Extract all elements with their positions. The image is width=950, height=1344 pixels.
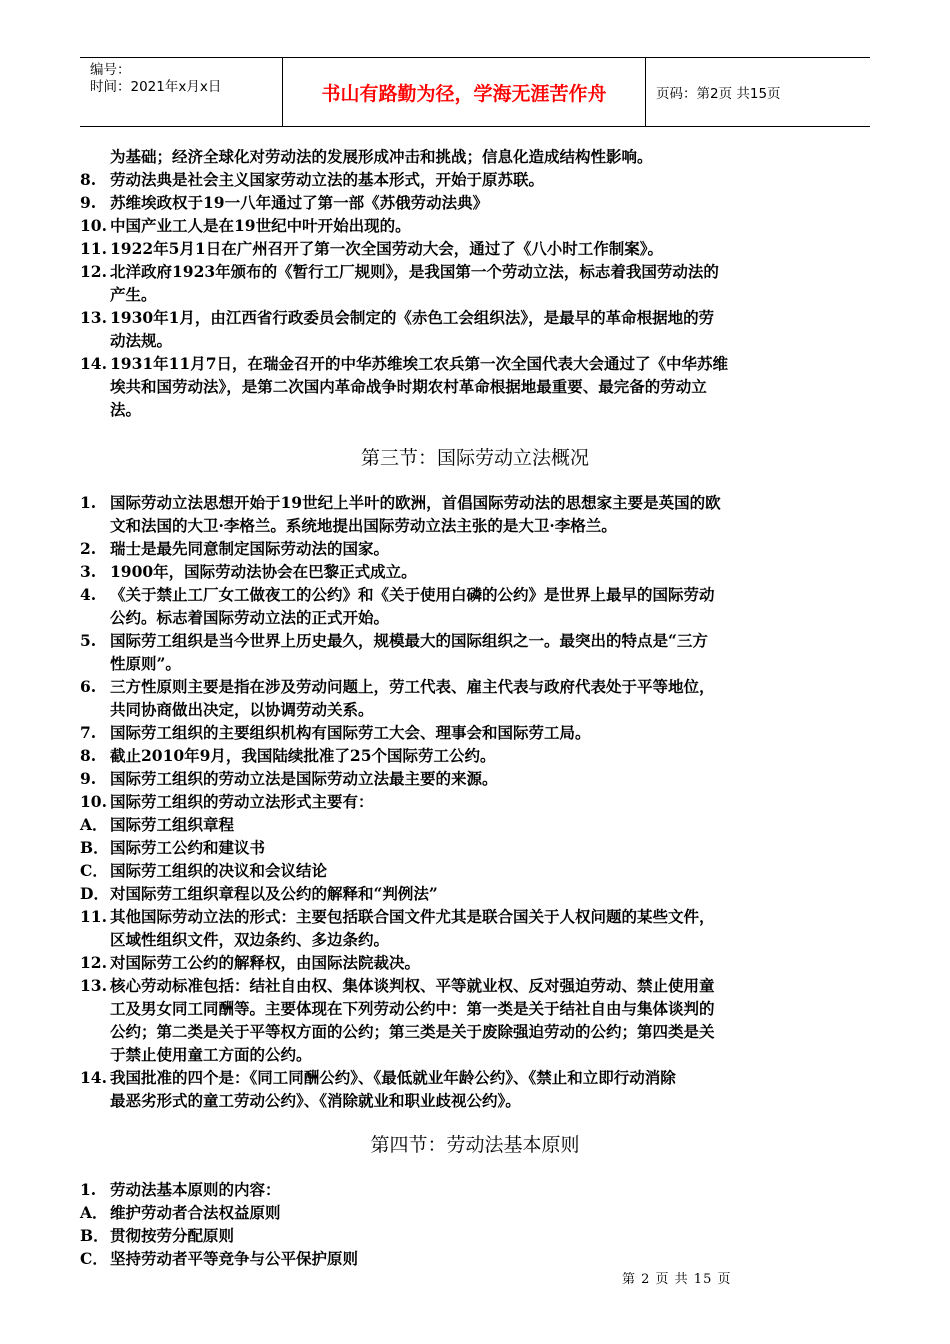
item-text: 法。 [110,400,142,419]
section3-list [80,491,870,1112]
list-item-line [80,606,870,629]
list-item-line [80,1089,870,1112]
item-text: 国际劳工组织的劳动立法形式主要有： [110,792,374,811]
list-item-line [80,237,870,260]
section4-list [80,1178,870,1270]
list-item-line [80,951,870,974]
list-item-line [80,1201,870,1224]
item-number: 3. [80,562,97,581]
list-item-line [80,375,870,398]
section4-title: 第四节：劳动法基本原则 [370,1134,580,1156]
list-item-line [80,698,870,721]
item-text: 国际劳工组织的决议和会议结论 [110,861,328,880]
item-text: 动法规。 [110,331,173,350]
list-item-line [80,191,870,214]
list-item-line [80,859,870,882]
item-text: 国际劳动立法思想开始于19世纪上半叶的欧洲，首倡国际劳动法的思想家主要是英国的欧 [110,493,721,512]
list-item-line [80,1020,870,1043]
list-item-line [80,329,870,352]
item-text: 对国际劳工组织章程以及公约的解释和“判例法” [110,884,438,903]
item-text: 共同协商做出决定，以协调劳动关系。 [110,700,374,719]
item-number: 5. [80,631,97,650]
list-item-line [80,1224,870,1247]
item-text: 1922年5月1日在广州召开了第一次全国劳动大会，通过了《八小时工作制案》。 [110,239,663,258]
item-number: 12. [80,262,107,281]
list-item-line [80,813,870,836]
item-text: 国际劳工组织的劳动立法是国际劳动立法最主要的来源。 [110,769,498,788]
number-label: 编号： [90,62,131,78]
item-number: A． [80,1203,108,1222]
list-item-line [80,629,870,652]
list-item-line [80,836,870,859]
item-number: 12. [80,953,107,972]
page-footer: 第 2 页 共 15 页 [622,1272,732,1287]
item-number: 6. [80,677,97,696]
list-item-line [80,537,870,560]
list-item-line [80,283,870,306]
item-number: C． [80,1249,108,1268]
list-item-line [80,928,870,951]
list-item-line [80,905,870,928]
item-text: 工及男女同工同酬等。主要体现在下列劳动公约中：第一类是关于结社自由与集体谈判的 [110,999,715,1018]
item-text: 公约；第二类是关于平等权方面的公约；第三类是关于废除强迫劳动的公约；第四类是关 [110,1022,715,1041]
item-text: 区域性组织文件，双边条约、多边条约。 [110,930,390,949]
item-number: 11. [80,907,107,926]
list-item-line [80,583,870,606]
time-label: 时间：2021年x月x日 [90,79,222,95]
item-number: 1. [80,493,97,512]
item-text: 瑞士是最先同意制定国际劳动法的国家。 [110,539,390,558]
item-text: 北洋政府1923年颁布的《暂行工厂规则》，是我国第一个劳动立法，标志着我国劳动法的 [110,262,719,281]
header-meta [80,58,282,126]
list-item-line [80,744,870,767]
item-number: C． [80,861,108,880]
item-number: 2. [80,539,97,558]
list-item-line [80,652,870,675]
item-text: 埃共和国劳动法》，是第二次国内革命战争时期农村革命根据地最重要、最完备的劳动立 [110,377,707,396]
item-number: 8. [80,170,97,189]
list-item-line [80,767,870,790]
list-item-line [80,882,870,905]
item-number: B． [80,838,109,857]
item-text: 《关于禁止工厂女工做夜工的公约》和《关于使用白磷的公约》是世界上最早的国际劳动 [110,585,715,604]
list-item-line [80,1066,870,1089]
continued-line: 为基础；经济全球化对劳动法的发展形成冲击和挑战；信息化造成结构性影响。 [110,147,653,166]
item-text: 文和法国的大卫·李格兰。系统地提出国际劳动立法主张的是大卫·李格兰。 [110,516,617,535]
header-page-info: 页码：第2页 共15页 [656,86,781,102]
item-text: 对国际劳工公约的解释权，由国际法院裁决。 [110,953,421,972]
document-body [80,145,870,1270]
item-number: 11. [80,239,107,258]
item-text: 1930年1月，由江西省行政委员会制定的《赤色工会组织法》，是最早的革命根据地的劳 [110,308,715,327]
list-item-line [80,1178,870,1201]
list-item-line [80,168,870,191]
section2-list [80,168,870,421]
item-text: 三方性原则主要是指在涉及劳动问题上，劳工代表、雇主代表与政府代表处于平等地位， [110,677,715,696]
item-number: 13. [80,976,107,995]
item-text: 性原则”。 [110,654,181,673]
item-text: 国际劳工组织章程 [110,815,235,834]
item-number: 9. [80,193,97,212]
list-item-line [80,1043,870,1066]
item-number: 14. [80,354,107,373]
item-text: 中国产业工人是在19世纪中叶开始出现的。 [110,216,411,235]
item-number: 13. [80,308,107,327]
list-item-line [80,398,870,421]
item-text: 国际劳工组织是当今世界上历史最久，规模最大的国际组织之一。最突出的特点是“三方 [110,631,708,650]
item-text: 1931年11月7日，在瑞金召开的中华苏维埃工农兵第一次全国代表大会通过了《中华苏维 [110,354,728,373]
list-item-line [80,514,870,537]
item-number: 10. [80,216,107,235]
list-item-line [80,491,870,514]
item-text: 国际劳工公约和建议书 [110,838,266,857]
list-item-line [80,214,870,237]
item-text: 于禁止使用童工方面的公约。 [110,1045,312,1064]
list-item-line [80,675,870,698]
item-text: 苏维埃政权于19一八年通过了第一部《苏俄劳动法典》 [110,193,489,212]
item-text: 核心劳动标准包括：结社自由权、集体谈判权、平等就业权、反对强迫劳动、禁止使用童 [110,976,715,995]
item-number: D． [80,884,109,903]
item-number: 14. [80,1068,107,1087]
item-text: 维护劳动者合法权益原则 [110,1203,281,1222]
item-number: B． [80,1226,109,1245]
document-header [80,57,870,127]
item-text: 坚持劳动者平等竞争与公平保护原则 [110,1249,359,1268]
header-motto: 书山有路勤为径，学海无涯苦作舟 [282,58,646,126]
item-number: 10. [80,792,107,811]
item-number: 8. [80,746,97,765]
list-item-line [80,1247,870,1270]
item-number: A． [80,815,108,834]
item-number: 7. [80,723,97,742]
item-text: 国际劳工组织的主要组织机构有国际劳工大会、理事会和国际劳工局。 [110,723,591,742]
list-item-line [80,721,870,744]
section3-title: 第三节：国际劳动立法概况 [360,447,589,469]
item-text: 产生。 [110,285,157,304]
item-number: 4. [80,585,97,604]
item-text: 1900年，国际劳动法协会在巴黎正式成立。 [110,562,417,581]
list-item-line [80,974,870,997]
item-number: 1. [80,1180,97,1199]
list-item-line [80,997,870,1020]
item-number: 9. [80,769,97,788]
item-text: 劳动法基本原则的内容： [110,1180,281,1199]
list-item-line [80,260,870,283]
item-text: 我国批准的四个是：《同工同酬公约》、《最低就业年龄公约》、《禁止和立即行动消除 [110,1068,676,1087]
item-text: 贯彻按劳分配原则 [110,1226,235,1245]
list-item-line [80,306,870,329]
list-item-line [80,790,870,813]
item-text: 劳动法典是社会主义国家劳动立法的基本形式，开始于原苏联。 [110,170,545,189]
item-text: 公约。标志着国际劳动立法的正式开始。 [110,608,390,627]
list-item-line [80,352,870,375]
item-text: 截止2010年9月，我国陆续批准了25个国际劳工公约。 [110,746,496,765]
item-text: 其他国际劳动立法的形式：主要包括联合国文件尤其是联合国关于人权问题的某些文件， [110,907,715,926]
item-text: 最恶劣形式的童工劳动公约》、《消除就业和职业歧视公约》。 [110,1091,521,1110]
list-item-line [80,560,870,583]
